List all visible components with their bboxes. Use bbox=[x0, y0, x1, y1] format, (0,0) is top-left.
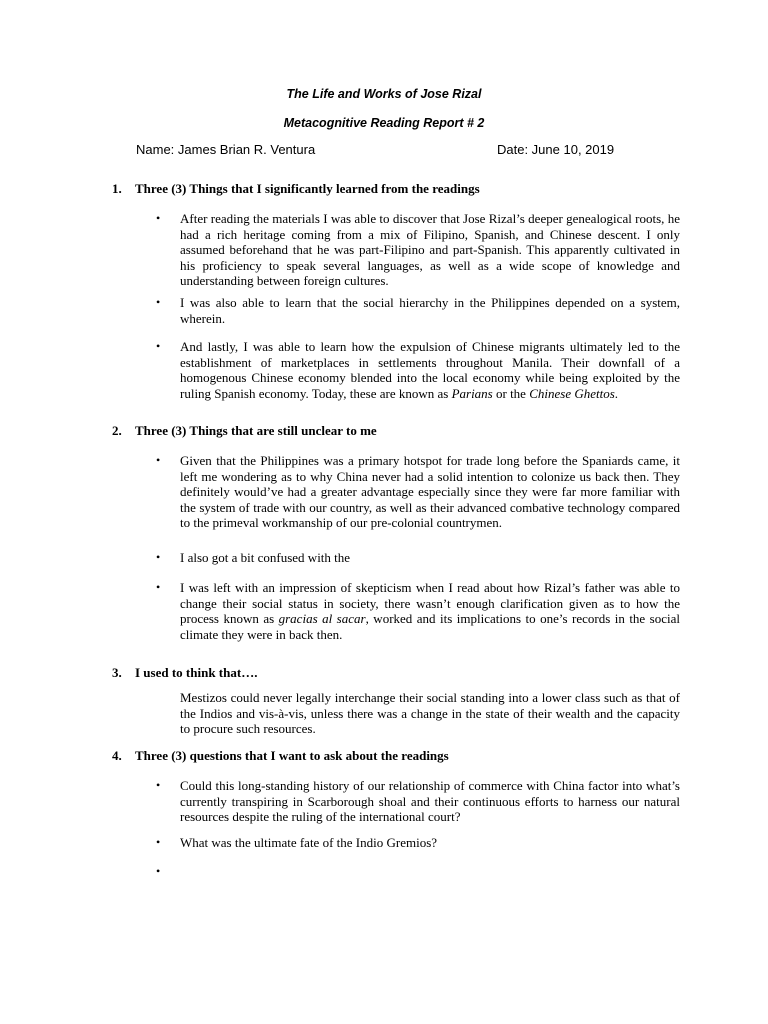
list-item-text: What was the ultimate fate of the Indio Gremios? bbox=[180, 835, 438, 850]
document-title: The Life and Works of Jose Rizal bbox=[286, 87, 482, 101]
list-item bbox=[156, 453, 680, 531]
italic-term-chinese-ghettos: Chinese Ghettos bbox=[529, 385, 615, 401]
bullet-icon: • bbox=[156, 295, 161, 309]
section-paragraph: Mestizos could never legally interchange their social standing into a lower class such as that of the Indios and vis-à-vis, unless there was a change in the state of their wealth and the capacity to procure such resources. bbox=[180, 690, 680, 736]
list-item-text bbox=[180, 339, 680, 401]
list-item-text: I also got a bit confused with the bbox=[180, 550, 351, 565]
list-item bbox=[156, 295, 680, 326]
section-heading-learned bbox=[112, 181, 480, 197]
list-item-text: Could this long-standing history of our relationship of commerce with China factor into what’s currently transpiring in Scarborough shoal and their continuous efforts to harness our natural resources despite the ruling of the international court? bbox=[180, 778, 680, 824]
report-subtitle: Metacognitive Reading Report # 2 bbox=[283, 116, 485, 130]
list-item bbox=[156, 211, 680, 289]
bullet-icon: • bbox=[156, 778, 161, 792]
section-number: 2. bbox=[112, 423, 122, 438]
section-heading-questions bbox=[112, 748, 449, 764]
bullet-icon: • bbox=[156, 550, 161, 564]
italic-term-gracias-al-sacar: gracias al sacar bbox=[278, 611, 366, 626]
bullet-icon: • bbox=[156, 339, 161, 353]
list-item-text: Given that the Philippines was a primary hotspot for trade long before the Spaniards came, it left me wondering as to why China never had a solid intention to colonize us back then. They definitely would’ve had a greater advantage especially since they were far more familiar with the system of trade with our country, as well as their advanced combative technology compared to the primeval workmanship of our pre-colonial countrymen. bbox=[180, 453, 680, 530]
section-number: 4. bbox=[112, 748, 122, 763]
report-date: Date: June 10, 2019 bbox=[497, 142, 615, 157]
text-run: . bbox=[614, 385, 619, 401]
bullet-icon: • bbox=[156, 453, 161, 467]
list-item bbox=[156, 339, 680, 401]
italic-term-parians: Parians bbox=[451, 385, 493, 401]
section-heading-unclear bbox=[112, 423, 377, 439]
bullet-icon: • bbox=[156, 864, 161, 878]
text-run: or the bbox=[492, 385, 530, 401]
list-item bbox=[156, 778, 680, 825]
section-heading-text: Three (3) questions that I want to ask about the readings bbox=[135, 748, 449, 763]
text-run: , worked and its implications to one’s records in the social climate they were in back then. bbox=[180, 611, 680, 642]
list-item-text: After reading the materials I was able to discover that Jose Rizal’s deeper genealogical roots, he had a rich heritage coming from a mix of Filipino, Spanish, and Chinese descent. I only assumed beforehand that he was part-Filipino and part-Spanish. This apparently cultivated in his proficiency to speak several languages, as well as a wide scope of knowledge and understanding between foreign cultures. bbox=[180, 211, 680, 288]
list-item bbox=[156, 580, 680, 642]
section-heading-used-to-think bbox=[112, 665, 257, 681]
bullet-icon: • bbox=[156, 580, 161, 594]
text-run: I was left with an impression of skepticism when I read about how Rizal’s father was able to change their social status in society, there wasn’t enough clarification given as to how the process known as bbox=[180, 580, 680, 626]
bullet-icon: • bbox=[156, 835, 161, 849]
section-number: 3. bbox=[112, 665, 122, 680]
text-run: And lastly, I was able to learn how the expulsion of Chinese migrants ultimately led to the establishment of marketplaces in settlements throughout Manila. Their downfall of a homogenous Chinese economy blended into the local economy while being exploited by the ruling Spanish economy. Today, these are known as bbox=[180, 339, 680, 401]
list-item-text bbox=[180, 580, 680, 642]
bullet-icon: • bbox=[156, 211, 161, 225]
list-item bbox=[156, 835, 680, 851]
section-number: 1. bbox=[112, 181, 122, 196]
section-heading-text: Three (3) Things that are still unclear to me bbox=[135, 423, 377, 438]
list-item bbox=[156, 550, 680, 566]
student-name: Name: James Brian R. Ventura bbox=[136, 142, 316, 157]
section-heading-text: I used to think that…. bbox=[135, 665, 258, 680]
section-heading-text: Three (3) Things that I significantly learned from the readings bbox=[135, 181, 480, 196]
list-item-text: I was also able to learn that the social hierarchy in the Philippines depended on a system, wherein. bbox=[180, 295, 680, 326]
